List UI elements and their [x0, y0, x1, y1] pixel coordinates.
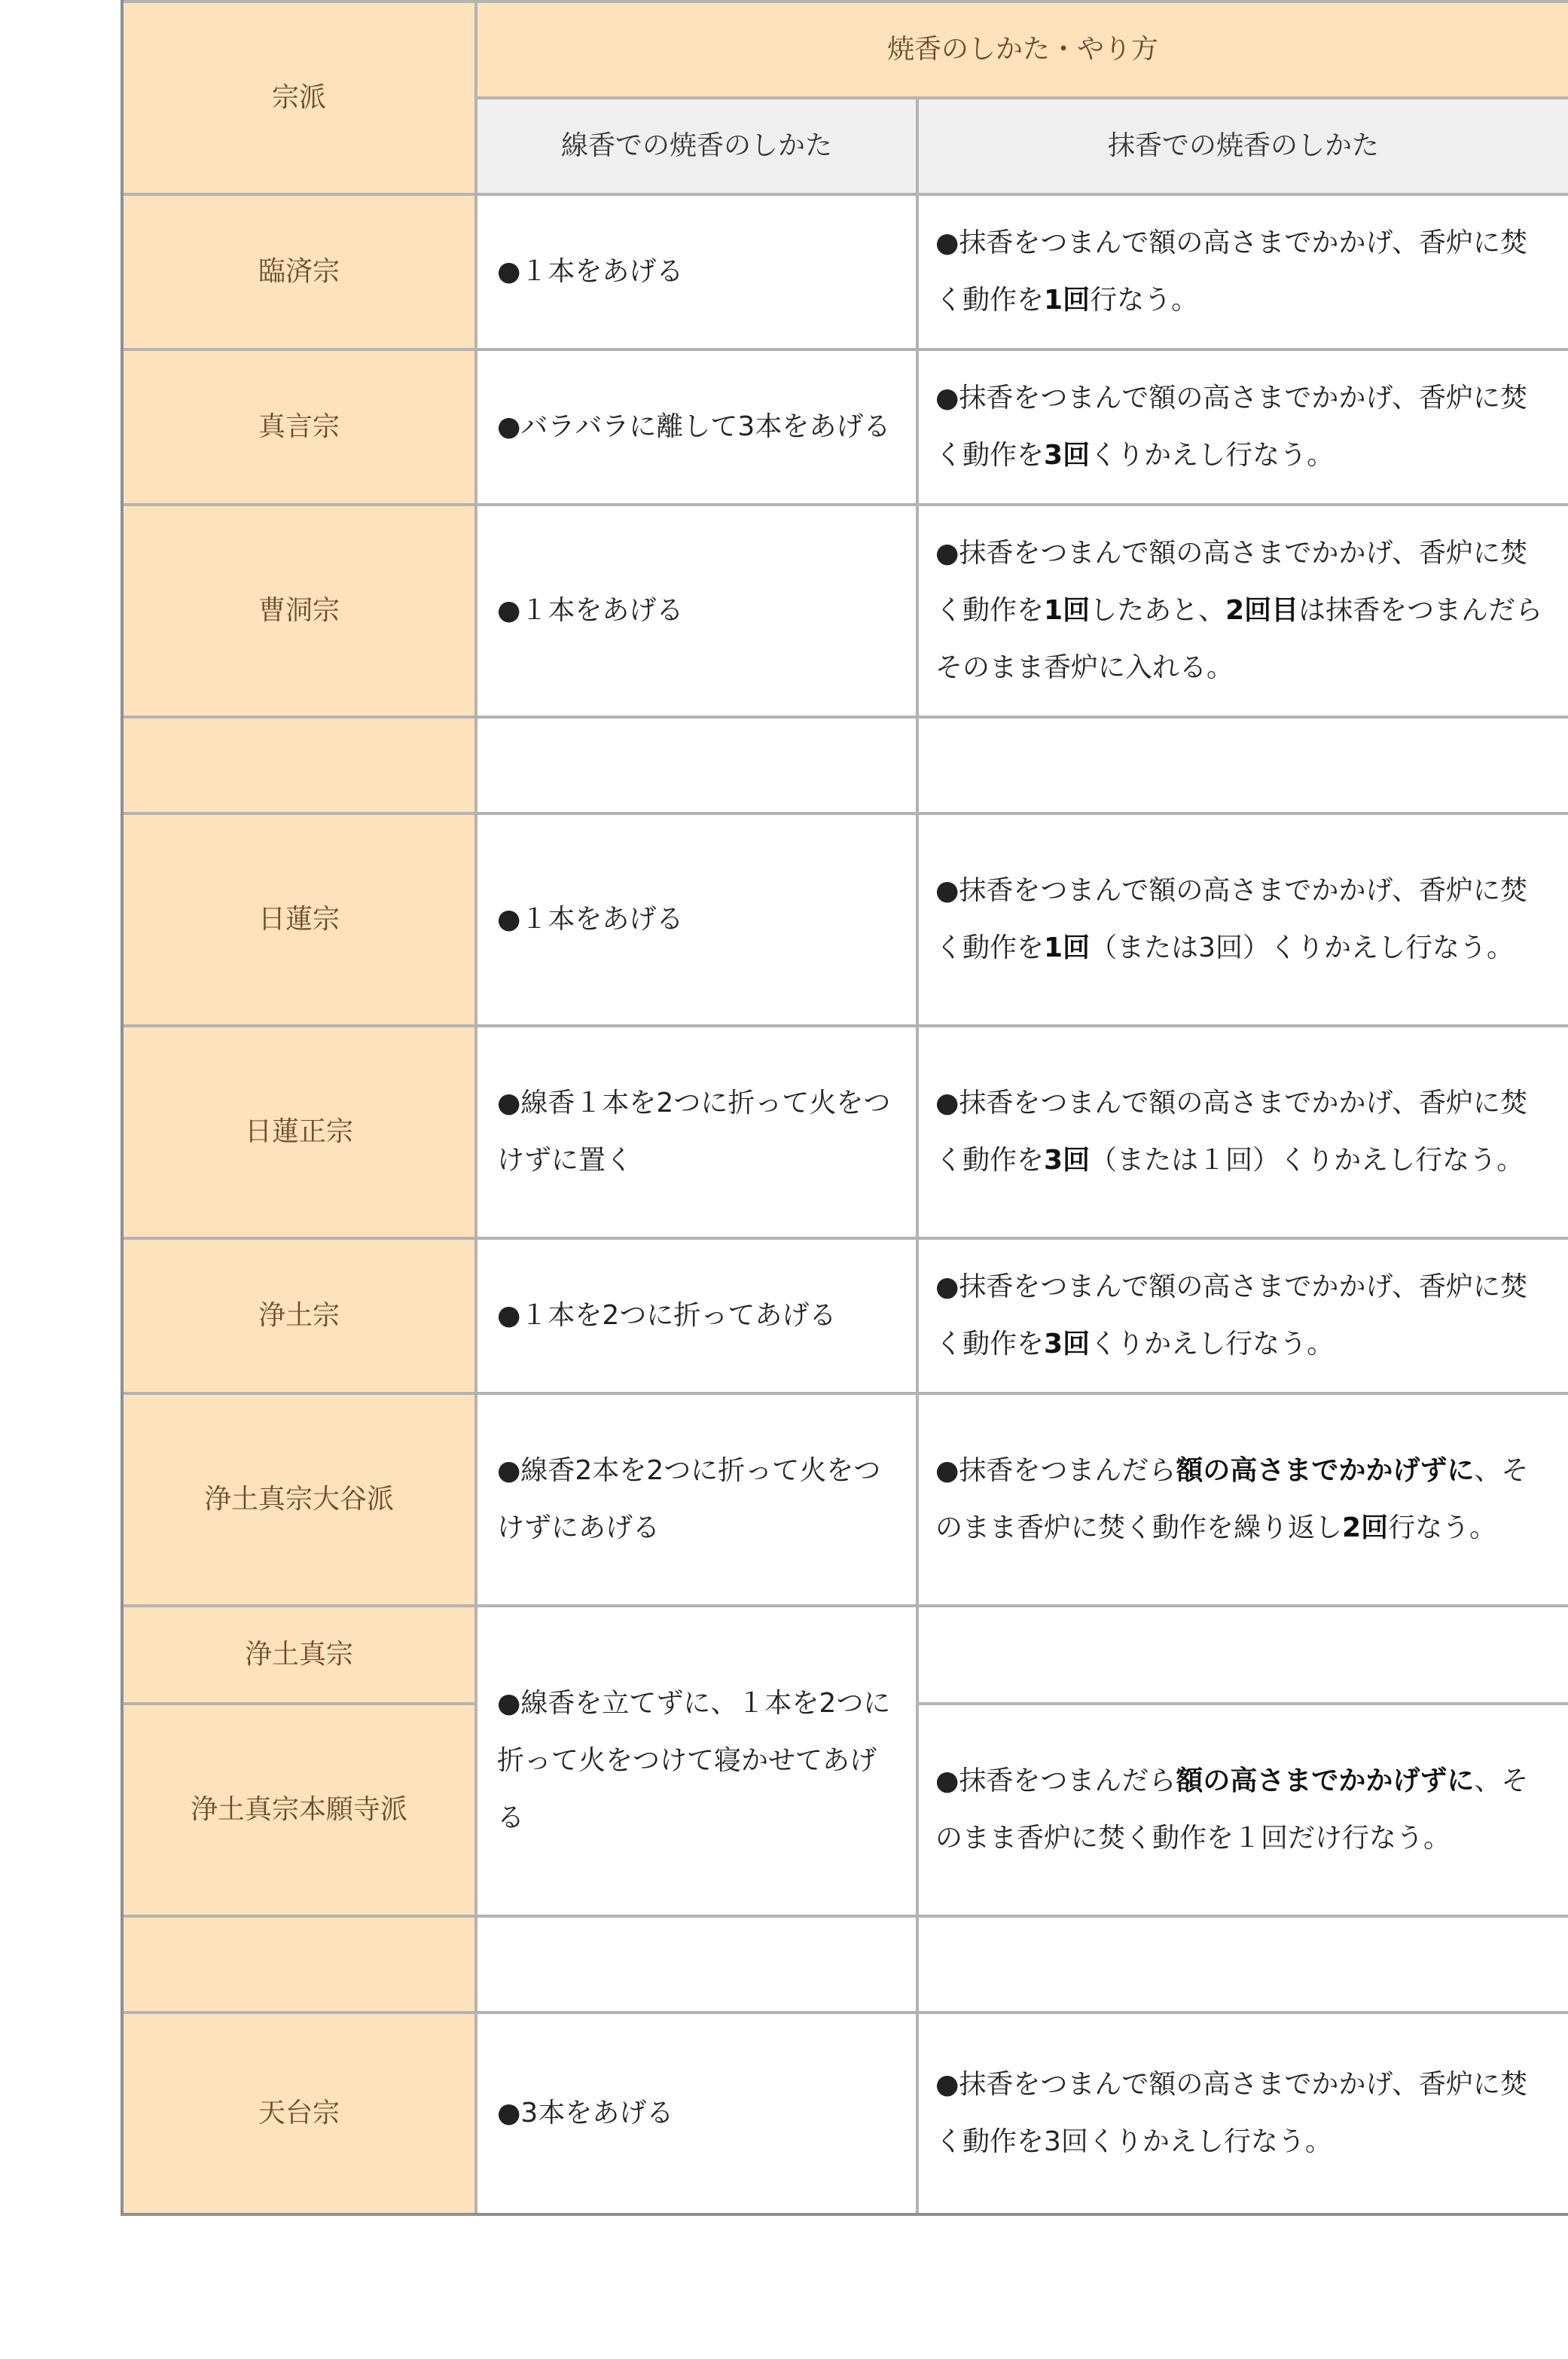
makko-cell: ●抹香をつまんだら額の高さまでかかげずに、そのまま香炉に焚く動作を１回だけ行なう。: [919, 1702, 1568, 1915]
makko-cell: ●抹香をつまんで額の高さまでかかげ、香炉に焚く動作を1回（または3回）くりかえし行なう。: [919, 812, 1568, 1024]
makko-cell: ●抹香をつまんで額の高さまでかかげ、香炉に焚く動作を1回行なう。: [919, 193, 1568, 348]
empty-sect-cell: [124, 716, 477, 812]
empty-cell: [919, 716, 1568, 812]
senko-cell: ●線香2本を2つに折って火をつけずにあげる: [477, 1392, 919, 1604]
makko-cell: ●抹香をつまんで額の高さまでかかげ、香炉に焚く動作を3回（または１回）くりかえし行なう。: [919, 1024, 1568, 1237]
makko-cell: ●抹香をつまんだら額の高さまでかかげずに、そのまま香炉に焚く動作を繰り返し2回行なう。: [919, 1392, 1568, 1604]
sect-cell: 真言宗: [124, 348, 477, 503]
sect-cell: 臨済宗: [124, 193, 477, 348]
header-title: 焼香のしかた・やり方: [477, 0, 1568, 96]
sect-cell: 浄土真宗本願寺派: [124, 1702, 477, 1915]
makko-cell: ●抹香をつまんで額の高さまでかかげ、香炉に焚く動作を1回したあと、2回目は抹香をつまんだらそのまま香炉に入れる。: [919, 503, 1568, 716]
incense-table: [120, 0, 1568, 2216]
senko-cell: ●１本を2つに折ってあげる: [477, 1237, 919, 1392]
sect-cell: 日蓮正宗: [124, 1024, 477, 1237]
header-makko: 抹香での焼香のしかた: [919, 96, 1568, 193]
sect-cell: 浄土宗: [124, 1237, 477, 1392]
senko-cell: ●１本をあげる: [477, 812, 919, 1024]
empty-cell: [919, 1915, 1568, 2011]
senko-cell: ●１本をあげる: [477, 503, 919, 716]
makko-cell: ●抹香をつまんで額の高さまでかかげ、香炉に焚く動作を3回くりかえし行なう。: [919, 1237, 1568, 1392]
empty-cell: [477, 1915, 919, 2011]
header-sect: 宗派: [124, 0, 477, 193]
makko-cell: ●抹香をつまんで額の高さまでかかげ、香炉に焚く動作を3回くりかえし行なう。: [919, 348, 1568, 503]
empty-cell: [477, 716, 919, 812]
header-senko: 線香での焼香のしかた: [477, 96, 919, 193]
senko-cell: ●バラバラに離して3本をあげる: [477, 348, 919, 503]
sect-cell: 浄土真宗: [124, 1604, 477, 1702]
sect-cell: 曹洞宗: [124, 503, 477, 716]
sect-cell: 天台宗: [124, 2011, 477, 2213]
empty-sect-cell: [124, 1915, 477, 2011]
sect-cell: 浄土真宗大谷派: [124, 1392, 477, 1604]
senko-cell: ●線香を立てずに、１本を2つに折って火をつけて寝かせてあげる: [477, 1604, 919, 1915]
senko-cell: ●線香１本を2つに折って火をつけずに置く: [477, 1024, 919, 1237]
makko-cell: ●抹香をつまんで額の高さまでかかげ、香炉に焚く動作を3回くりかえし行なう。: [919, 2011, 1568, 2213]
senko-cell: ●3本をあげる: [477, 2011, 919, 2213]
senko-cell: ●１本をあげる: [477, 193, 919, 348]
sect-cell: 日蓮宗: [124, 812, 477, 1024]
empty-cell: [919, 1604, 1568, 1702]
